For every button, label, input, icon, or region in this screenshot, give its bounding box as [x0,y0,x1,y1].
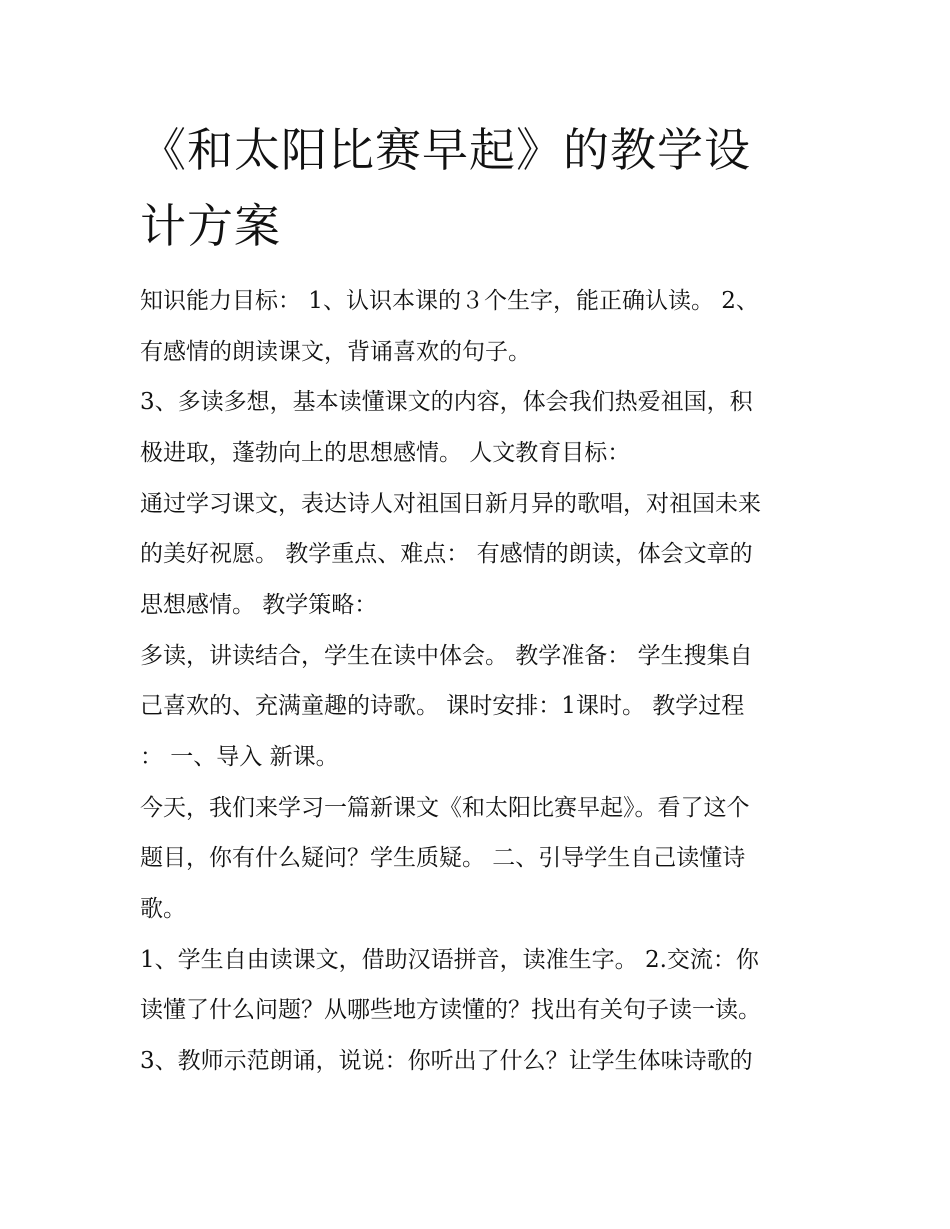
body-line-9: 己喜欢的、充满童趣的诗歌。 课时安排：1课时。 教学过程 [140,693,745,719]
body-line-8: 多读，讲读结合，学生在读中体会。 教学准备： 学生搜集自 [140,643,753,669]
body-line-5: 通过学习课文，表达诗人对祖国日新月异的歌唱，对祖国未来 [140,491,761,517]
body-line-1: 知识能力目标： 1、认识本课的３个生字，能正确认读。 2、 [140,288,759,314]
body-line-7: 思想感情。 教学策略： [140,592,378,618]
body-line-4: 极进取，蓬勃向上的思想感情。 人文教育目标： [140,440,631,466]
body-line-10: ： 一、导入 新课。 [140,744,339,770]
body-line-13: 歌。 [140,896,186,922]
body-line-11: 今天，我们来学习一篇新课文《和太阳比赛早起》。看了这个 [140,795,750,821]
body-line-14: 1、学生自由读课文，借助汉语拼音，读准生字。 2.交流：你 [140,947,759,973]
body-line-6: 的美好祝愿。 教学重点、难点： 有感情的朗读，体会文章的 [140,541,753,567]
title-line-2: 计方案 [140,199,281,253]
body-line-3: 3、多读多想，基本读懂课文的内容，体会我们热爱祖国，积 [140,389,753,415]
document-title [140,112,820,264]
body-line-2: 有感情的朗读课文，背诵喜欢的句子。 [140,339,531,365]
body-line-12: 题目，你有什么疑问？学生质疑。 二、引导学生自己读懂诗 [140,845,746,871]
body-line-15: 读懂了什么问题？从哪些地方读懂的？找出有关句子读一读。 [140,997,761,1023]
body-line-16: 3、教师示范朗诵，说说：你听出了什么？让学生体味诗歌的 [140,1048,753,1074]
title-line-1: 《和太阳比赛早起》的教学设 [140,123,751,177]
